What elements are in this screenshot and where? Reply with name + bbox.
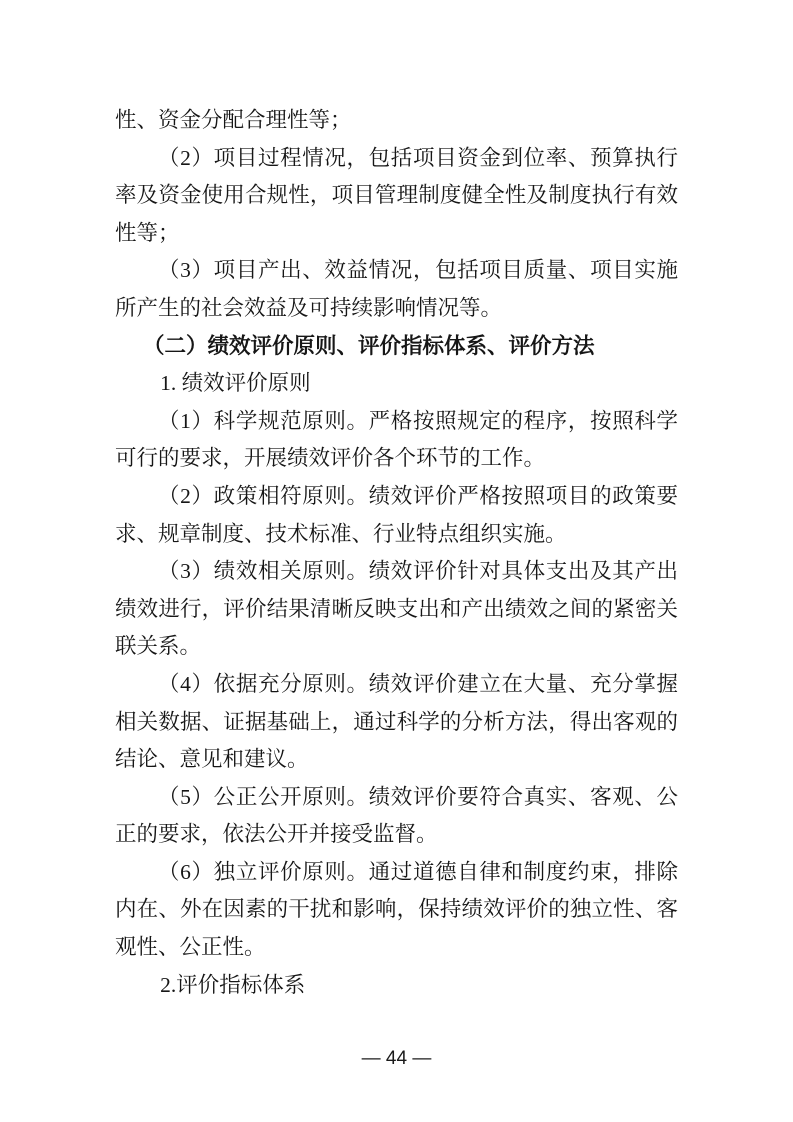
paragraph-principle-4: （4）依据充分原则。绩效评价建立在大量、充分掌握相关数据、证据基础上，通过科学的分析方法，得出客观的结论、意见和建议。 <box>115 671 678 772</box>
paragraph-item-3-output: （3）项目产出、效益情况，包括项目质量、项目实施所产生的社会效益及可持续影响情况等。 <box>115 258 678 320</box>
subheading-2-indicator-system: 2.评价指标体系 <box>160 972 306 997</box>
subheading-1-principles: 1. 绩效评价原则 <box>160 371 311 396</box>
page-body-text <box>115 102 678 1004</box>
paragraph-principle-3: （3）绩效相关原则。绩效评价针对具体支出及其产出绩效进行，评价结果清晰反映支出和产出绩效之间的紧密关联关系。 <box>115 559 678 659</box>
section-heading-2: （二）绩效评价原则、评价指标体系、评价方法 <box>142 333 595 358</box>
page-number: — 44 — <box>361 1048 432 1069</box>
paragraph-continuation: 性、资金分配合理性等； <box>115 108 352 132</box>
paragraph-principle-2: （2）政策相符原则。绩效评价严格按照项目的政策要求、规章制度、技术标准、行业特点组织实施。 <box>115 483 678 546</box>
paragraph-principle-6: （6）独立评价原则。通过道德自律和制度约束，排除内在、外在因素的干扰和影响，保持绩效评价的独立性、客观性、公正性。 <box>115 859 678 960</box>
paragraph-principle-1: （1）科学规范原则。严格按照规定的程序，按照科学可行的要求，开展绩效评价各个环节的工作。 <box>115 408 678 471</box>
paragraph-principle-5: （5）公正公开原则。绩效评价要符合真实、客观、公正的要求，依法公开并接受监督。 <box>115 784 678 847</box>
paragraph-item-2-process: （2）项目过程情况，包括项目资金到位率、预算执行率及资金使用合规性，项目管理制度健全性及制度执行有效性等； <box>115 145 678 245</box>
